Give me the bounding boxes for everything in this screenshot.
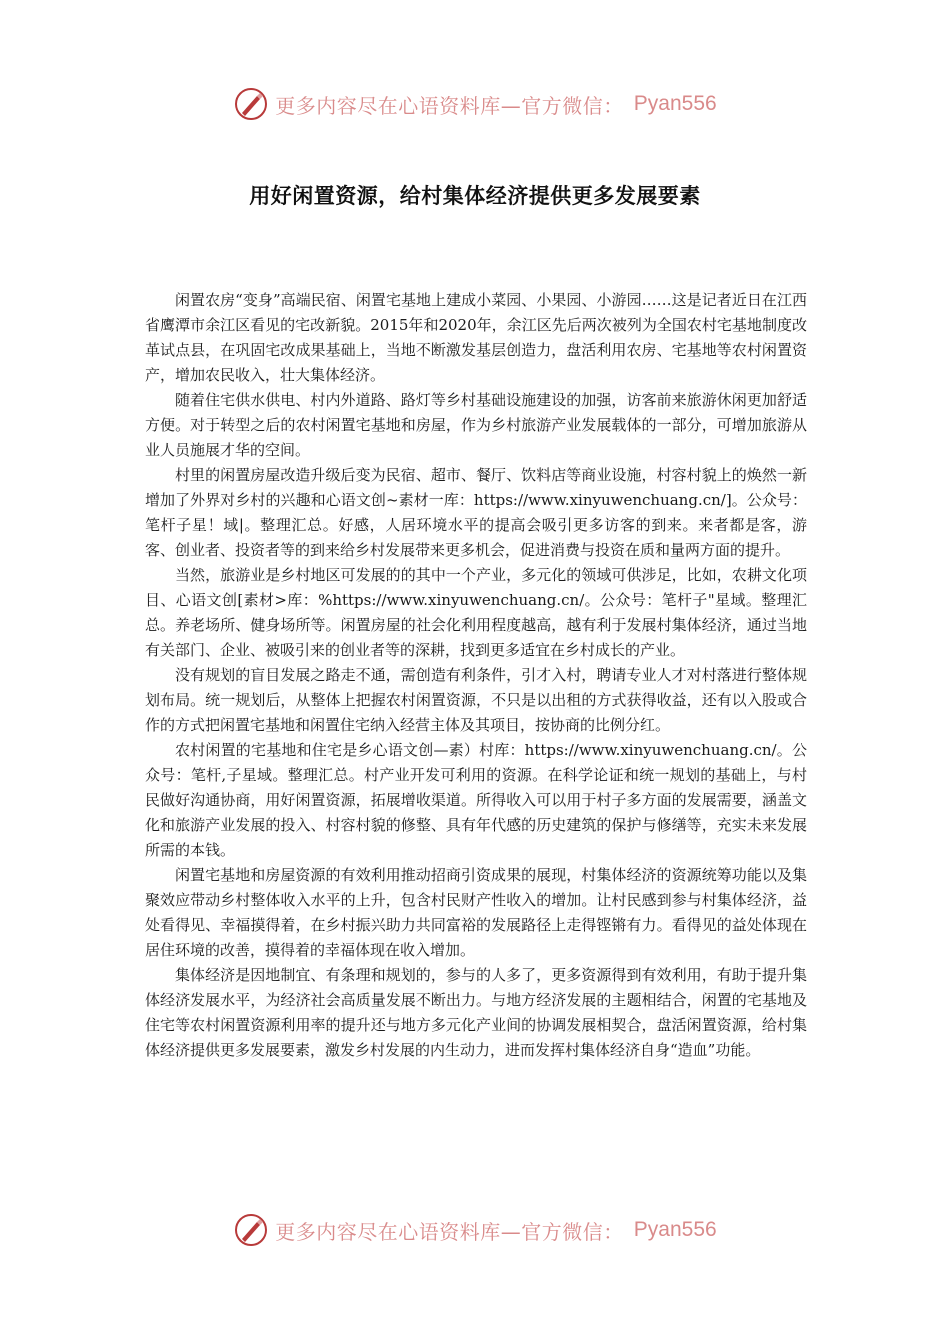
paragraph-3: 村里的闲置房屋改造升级后变为民宿、超市、餐厅、饮料店等商业设施，村容村貌上的焕然一新增加了外界对乡村的兴趣和心语文创~素材一库：https://www.xinyuwenchuang.cn/]。公众号：笔杆子星！域|。整理汇总。好感，人居环境水平的提高会吸引更多访客的到来。来者都是客，游客、创业者、投资者等的到来给乡村发展带来更多机会，促进消费与投资在质和量两方面的提升。 bbox=[145, 466, 807, 559]
paragraph-7: 闲置宅基地和房屋资源的有效利用推动招商引资成果的展现，村集体经济的资源统筹功能以及集聚效应带动乡村整体收入水平的上升，包含村民财产性收入的增加。让村民感到参与村集体经济，益处看得见、幸福摸得着，在乡村振兴助力共同富裕的发展路径上走得铿锵有力。看得见的益处体现在居住环境的改善，摸得着的幸福体现在收入增加。 bbox=[145, 866, 807, 959]
pen-logo-icon bbox=[233, 1212, 269, 1248]
banner-text: 更多内容尽在心语资料库—官方微信： bbox=[275, 1219, 624, 1244]
header-banner bbox=[0, 84, 950, 124]
page-title: 用好闲置资源，给村集体经济提供更多发展要素 bbox=[249, 184, 701, 208]
paragraph-8: 集体经济是因地制宜、有条理和规划的，参与的人多了，更多资源得到有效利用，有助于提升集体经济发展水平，为经济社会高质量发展不断出力。与地方经济发展的主题相结合，闲置的宅基地及住宅等农村闲置资源利用率的提升还与地方多元化产业间的协调发展相契合，盘活闲置资源，给村集体经济提供更多发展要素，激发乡村发展的内生动力，进而发挥村集体经济自身“造血”功能。 bbox=[145, 966, 807, 1059]
wechat-id: Pyan556 bbox=[633, 92, 717, 115]
footer-banner bbox=[0, 1210, 950, 1250]
paragraph-2: 随着住宅供水供电、村内外道路、路灯等乡村基础设施建设的加强，访客前来旅游休闲更加舒适方便。对于转型之后的农村闲置宅基地和房屋，作为乡村旅游产业发展载体的一部分，可增加旅游从业人员施展才华的空间。 bbox=[145, 391, 807, 459]
pen-logo-icon bbox=[233, 86, 269, 122]
article-body bbox=[145, 288, 807, 1063]
paragraph-1: 闲置农房“变身”高端民宿、闲置宅基地上建成小菜园、小果园、小游园……这是记者近日在江西省鹰潭市余江区看见的宅改新貌。2015年和2020年，余江区先后两次被列为全国农村宅基地制度改革试点县，在巩固宅改成果基础上，当地不断激发基层创造力，盘活利用农房、宅基地等农村闲置资产，增加农民收入，壮大集体经济。 bbox=[145, 291, 807, 384]
paragraph-6: 农村闲置的宅基地和住宅是乡心语文创—素）村库：https://www.xinyuwenchuang.cn/。公众号：笔杆,子星域。整理汇总。村产业开发可利用的资源。在科学论证和统一规划的基础上，与村民做好沟通协商，用好闲置资源，拓展增收渠道。所得收入可以用于村子多方面的发展需要，涵盖文化和旅游产业发展的投入、村容村貌的修整、具有年代感的历史建筑的保护与修缮等，充实未来发展所需的本钱。 bbox=[145, 741, 807, 859]
paragraph-4: 当然，旅游业是乡村地区可发展的的其中一个产业，多元化的领域可供涉足，比如，农耕文化项目、心语文创[素材>库：%https://www.xinyuwenchuang.cn/。公众号：笔杆子"星域。整理汇总。养老场所、健身场所等。闲置房屋的社会化利用程度越高，越有利于发展村集体经济，通过当地有关部门、企业、被吸引来的创业者等的深耕，找到更多适宜在乡村成长的产业。 bbox=[145, 566, 807, 659]
paragraph-5: 没有规划的盲目发展之路走不通，需创造有利条件，引才入村，聘请专业人才对村落进行整体规划布局。统一规划后，从整体上把握农村闲置资源，不只是以出租的方式获得收益，还有以入股或合作的方式把闲置宅基地和闲置住宅纳入经营主体及其项目，按协商的比例分红。 bbox=[145, 666, 807, 734]
wechat-id: Pyan556 bbox=[633, 1218, 717, 1241]
banner-text: 更多内容尽在心语资料库—官方微信： bbox=[275, 93, 624, 118]
